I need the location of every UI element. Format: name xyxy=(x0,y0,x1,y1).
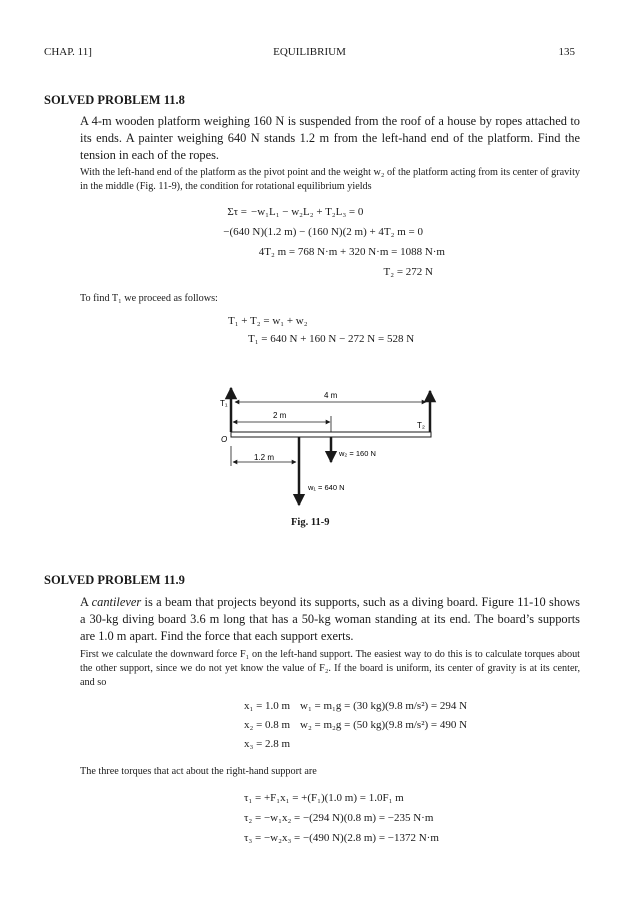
problem-title-11-8: SOLVED PROBLEM 11.8 xyxy=(44,93,185,107)
eq-w1: w₁ = m₁g = (30 kg)(9.8 m/s²) = 294 N xyxy=(300,700,468,712)
eq-t1-sum: T₁ + T₂ = w₁ + w₂ xyxy=(228,315,308,327)
running-title: EQUILIBRIUM xyxy=(273,46,346,58)
label-t2: T₂ xyxy=(417,421,425,430)
chapter-label: CHAP. 11] xyxy=(44,46,92,58)
problem-title-11-9: SOLVED PROBLEM 11.9 xyxy=(44,573,185,587)
eq-x3: x₃ = 2.8 m xyxy=(244,738,291,750)
label-4m: 4 m xyxy=(324,391,338,400)
eq-x2: x₂ = 0.8 m xyxy=(244,719,291,731)
page-number: 135 xyxy=(558,46,575,58)
eq-tau2: τ₂ = −w₁x₂ = −(294 N)(0.8 m) = −235 N·m xyxy=(244,812,434,824)
problem-statement-11-8: A 4-m wooden platform weighing 160 N is suspended from the roof of a house by ropes attached to its ends. A painter weighing 640 N stands 1.2 m from the left-hand end of the platform. Find the tension in each of the ropes. xyxy=(80,114,580,162)
torque-intro: The three torques that act about the right-hand support are xyxy=(80,766,317,777)
eq-x1: x₁ = 1.0 m xyxy=(244,700,291,712)
label-o: O xyxy=(221,435,228,444)
eq-torque-sum-lhs: Στ = xyxy=(227,206,247,218)
eq-tau1: τ₁ = +F₁x₁ = +(F₁)(1.0 m) = 1.0F₁ m xyxy=(244,792,404,804)
t1-intro: To find T₁ we proceed as follows: xyxy=(80,293,218,304)
problem-statement-11-9: A cantilever is a beam that projects beyond its supports, such as a diving board. Figure 11-10 shows a 30-kg diving board 3.6 m long that has a 50-kg woman standing at its end. The board’s supports are 1.0 m apart. Find the force that each support exerts. xyxy=(80,595,580,643)
figure-caption: Fig. 11-9 xyxy=(291,517,330,528)
eq-torque-sum-rhs: −w₁L₁ − w₂L₂ + T₂L₃ = 0 xyxy=(251,206,364,218)
label-w1: w₁ = 640 N xyxy=(308,483,345,492)
eq-w2: w₂ = m₂g = (50 kg)(9.8 m/s²) = 490 N xyxy=(300,719,468,731)
solution-intro-11-8: With the left-hand end of the platform as the pivot point and the weight w₂ of the platform acting from its center of gravity in the middle (Fig. 11-9), the condition for rotational equilibrium yields xyxy=(80,167,580,192)
eq-t2-result: T₂ = 272 N xyxy=(383,266,433,278)
label-2m: 2 m xyxy=(273,411,287,420)
platform-beam xyxy=(231,432,431,437)
label-w2: w₂ = 160 N xyxy=(339,449,376,458)
label-t1: T₁ xyxy=(220,399,228,408)
cantilever-term: cantilever xyxy=(91,595,142,609)
eq-torque-values: −(640 N)(1.2 m) − (160 N)(2 m) + 4T₂ m = 0 xyxy=(223,226,423,238)
label-12m: 1.2 m xyxy=(254,453,275,462)
eq-4t2: 4T₂ m = 768 N·m + 320 N·m = 1088 N·m xyxy=(258,246,445,258)
eq-tau3: τ₃ = −w₂x₃ = −(490 N)(2.8 m) = −1372 N·m xyxy=(244,832,439,844)
solution-intro-11-9: First we calculate the downward force F₁ on the left-hand support. The easiest way to do this is to calculate torques about the other support, since we do not yet know the value of F₂. If the board is uniform, its center of gravity is at its center, and so xyxy=(80,649,580,688)
eq-t1-result: T₁ = 640 N + 160 N − 272 N = 528 N xyxy=(248,333,415,345)
